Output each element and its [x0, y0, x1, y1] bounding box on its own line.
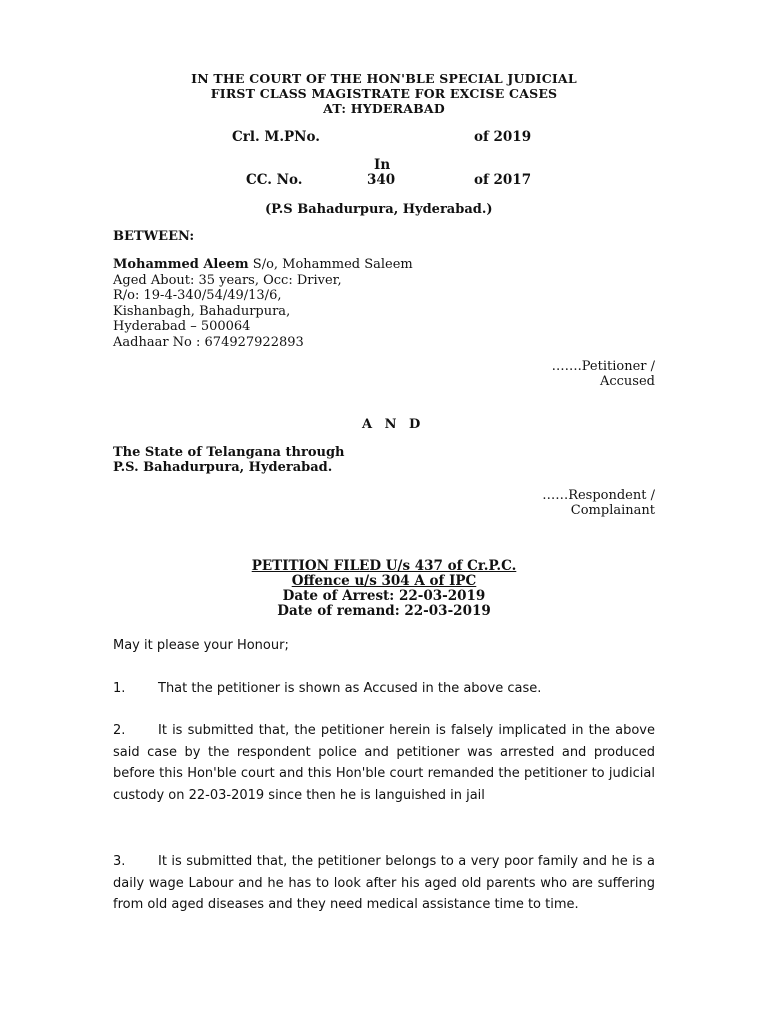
respondent-role-line2: Complainant	[570, 503, 655, 518]
petitioner-address-line1: R/o: 19-4-340/54/49/13/6,	[113, 288, 282, 304]
court-heading-line1: IN THE COURT OF THE HON'BLE SPECIAL JUDICIAL	[191, 71, 577, 86]
date-of-arrest: Date of Arrest: 22-03-2019	[282, 588, 486, 604]
paragraph-3-number: 3.	[113, 854, 126, 869]
petitioner-role-line1: …….Petitioner /	[551, 359, 655, 374]
respondent-line1: The State of Telangana through	[113, 445, 345, 460]
cc-label: CC. No.	[246, 172, 303, 188]
petitioner-relation: S/o, Mohammed Saleem	[248, 257, 413, 272]
respondent-block	[113, 445, 344, 475]
police-station: (P.S Bahadurpura, Hyderabad.)	[265, 202, 493, 217]
paragraph-2	[113, 720, 655, 806]
paragraph-2-text: It is submitted that, the petitioner herein is falsely implicated in the above said case by the respondent police and petitioner was arrested and produced before this Hon'ble court and this Hon'ble court remanded the petitioner to judicial custody on 22-03-2019 since then he is languished in jail	[113, 723, 655, 803]
paragraph-2-number: 2.	[113, 723, 126, 738]
petition-heading	[0, 559, 768, 619]
paragraph-1-text: That the petitioner is shown as Accused in the above case.	[158, 681, 542, 696]
court-heading-line3: AT: HYDERABAD	[323, 101, 445, 116]
in-label: In	[374, 157, 391, 173]
petitioner-role	[552, 359, 655, 389]
petitioner-name-line	[113, 257, 413, 273]
crl-mp-label: Crl. M.PNo.	[232, 129, 320, 145]
salutation: May it please your Honour;	[113, 638, 289, 653]
court-heading-line2: FIRST CLASS MAGISTRATE FOR EXCISE CASES	[210, 86, 558, 101]
paragraph-3-text: It is submitted that, the petitioner belongs to a very poor family and he is a daily wage Labour and he has to look after his aged old parents who are suffering from old aged diseases and they need medical assistance time to time.	[113, 854, 655, 912]
petitioner-aadhaar: Aadhaar No : 674927922893	[113, 334, 304, 350]
paragraph-1	[113, 678, 655, 700]
respondent-line2: P.S. Bahadurpura, Hyderabad.	[113, 460, 333, 475]
court-heading	[0, 71, 768, 116]
paragraph-3	[113, 851, 655, 916]
cc-year: of 2017	[474, 172, 532, 188]
petitioner-role-line2: Accused	[599, 374, 655, 389]
paragraph-1-number: 1.	[113, 681, 126, 696]
petitioner-name: Mohammed Aleem	[113, 257, 249, 272]
respondent-role-line1: ……Respondent /	[542, 488, 655, 503]
petitioner-address-line3: Hyderabad – 500064	[113, 319, 251, 335]
petition-offence: Offence u/s 304 A of IPC	[291, 573, 477, 589]
respondent-role	[542, 488, 655, 518]
petitioner-block	[113, 257, 413, 351]
petitioner-address-line2: Kishanbagh, Bahadurpura,	[113, 303, 291, 319]
petitioner-age-occupation: Aged About: 35 years, Occ: Driver,	[113, 272, 342, 288]
crl-mp-year: of 2019	[474, 129, 532, 145]
cc-number: 340	[367, 172, 396, 188]
between-label: BETWEEN:	[113, 229, 195, 244]
petition-title: PETITION FILED U/s 437 of Cr.P.C.	[251, 558, 517, 574]
and-label: A N D	[362, 417, 425, 432]
date-of-remand: Date of remand: 22-03-2019	[277, 603, 491, 619]
